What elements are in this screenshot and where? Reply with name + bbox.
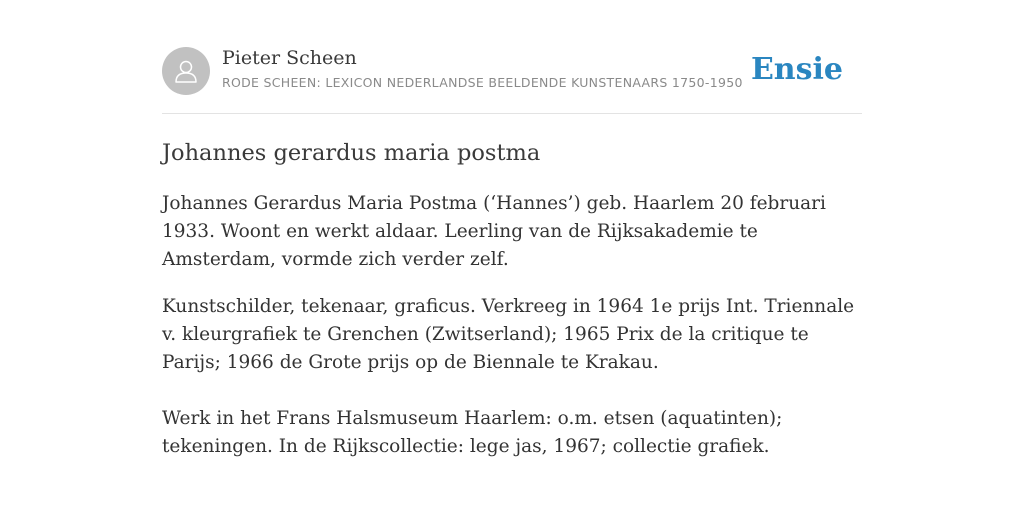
author-avatar[interactable] <box>162 47 210 95</box>
author-header <box>162 0 862 114</box>
article-paragraph: Werk in het Frans Halsmuseum Haarlem: o.m. etsen (aquatinten); tekeningen. In de Rijkscollectie: lege jas, 1967; collectie grafiek. <box>162 408 783 457</box>
article-paragraph: Johannes Gerardus Maria Postma (‘Hannes’) geb. Haarlem 20 februari 1933. Woont en werkt aldaar. Leerling van de Rijksakademie te Amsterdam, vormde zich verder zelf. <box>162 193 826 270</box>
page-content <box>162 0 862 457</box>
author-name[interactable]: Pieter Scheen <box>222 47 357 69</box>
article-paragraph: Kunstschilder, tekenaar, graficus. Verkreeg in 1964 1e prijs Int. Triennale v. kleurgrafiek te Grenchen (Zwitserland); 1965 Prix de la critique te Parijs; 1966 de Grote prijs op de Biennale te Krakau. <box>162 296 855 373</box>
article-title: Johannes gerardus maria postma <box>162 140 541 166</box>
source-title[interactable]: RODE SCHEEN: LEXICON NEDERLANDSE BEELDENDE KUNSTENAARS 1750-1950 <box>222 75 743 90</box>
ensie-logo[interactable]: Ensie <box>750 52 843 87</box>
user-silhouette-icon <box>171 56 201 86</box>
